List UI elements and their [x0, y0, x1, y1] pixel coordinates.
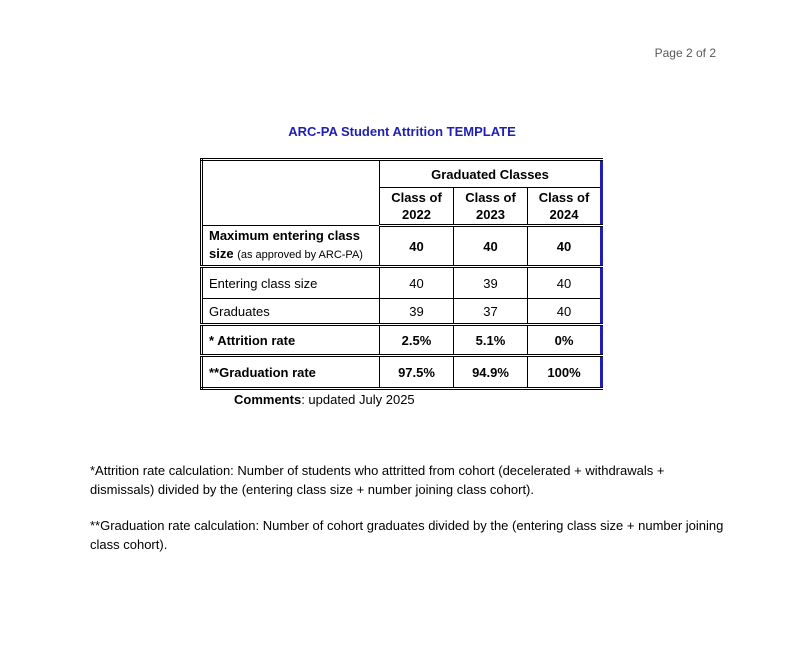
table-cell: 100%: [528, 356, 602, 389]
table-row: [202, 356, 602, 389]
table-cell: 37: [454, 299, 528, 325]
table-cell: 40: [380, 267, 454, 299]
row-label-graduation: **Graduation rate: [202, 356, 380, 389]
table-cell: 97.5%: [380, 356, 454, 389]
row-label-attrition: * Attrition rate: [202, 325, 380, 356]
table-row: [202, 226, 602, 267]
attrition-table: [200, 158, 603, 390]
table-cell: 0%: [528, 325, 602, 356]
row-label-entering: Entering class size: [202, 267, 380, 299]
table-cell: 40: [454, 226, 528, 267]
table-cell: 2.5%: [380, 325, 454, 356]
table-cell: 39: [454, 267, 528, 299]
row-label-max-entering: Maximum entering class size (as approved by ARC-PA): [202, 226, 380, 267]
table-cell: 94.9%: [454, 356, 528, 389]
table-cell: 5.1%: [454, 325, 528, 356]
page-number: Page 2 of 2: [654, 46, 716, 60]
comments-line: [234, 392, 415, 407]
table-cell: 40: [528, 299, 602, 325]
row-label-graduates: Graduates: [202, 299, 380, 325]
graduated-classes-header: Graduated Classes: [380, 160, 602, 188]
table-row: [202, 299, 602, 325]
table-cell: 40: [380, 226, 454, 267]
table-cell: 39: [380, 299, 454, 325]
column-header-2023: Class of 2023: [454, 188, 528, 226]
table-corner-cell: [202, 160, 380, 226]
comments-text: : updated July 2025: [301, 392, 415, 407]
table-cell: 40: [528, 226, 602, 267]
attrition-footnote: *Attrition rate calculation: Number of students who attritted from cohort (decelerated + withdrawals + dismissals) divided by the (entering class size + number joining class cohort).: [90, 463, 665, 497]
column-header-2024: Class of 2024: [528, 188, 602, 226]
column-header-2022: Class of 2022: [380, 188, 454, 226]
attrition-table-wrapper: [200, 158, 603, 390]
comments-label: Comments: [234, 392, 302, 407]
table-row: [202, 267, 602, 299]
graduation-footnote: **Graduation rate calculation: Number of cohort graduates divided by the (entering class size + number joining class cohort).: [90, 518, 724, 552]
document-title: ARC-PA Student Attrition TEMPLATE: [288, 124, 516, 139]
table-cell: 40: [528, 267, 602, 299]
table-row: [202, 325, 602, 356]
